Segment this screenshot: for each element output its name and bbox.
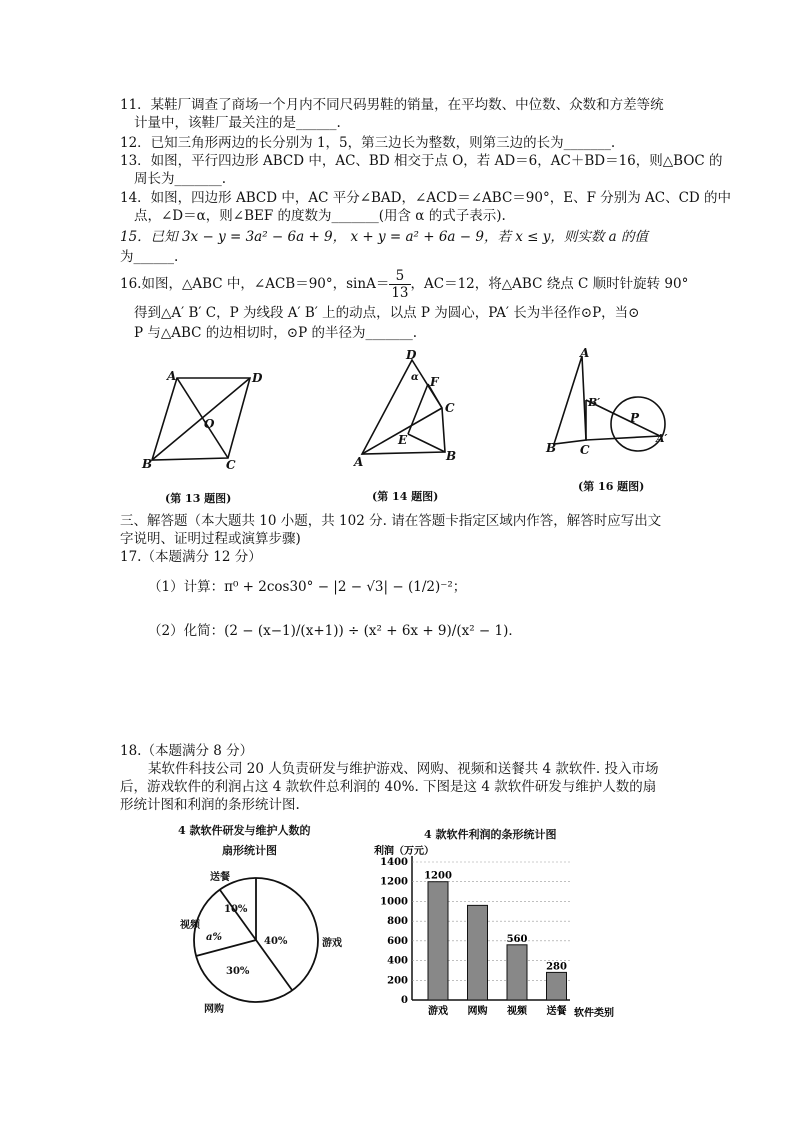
svg-text:B′: B′ <box>588 396 601 409</box>
bar-category-0: 游戏 <box>428 1006 448 1017</box>
svg-text:P: P <box>630 411 640 425</box>
pie-value-2: 40% <box>264 936 288 947</box>
section3-line2: 字说明、证明过程或演算步骤) <box>120 531 301 547</box>
q15-line2: 为______. <box>120 249 179 265</box>
svg-text:O: O <box>204 417 215 431</box>
q17-part2: （2）化简：(2 − (x−1)/(x+1)) ÷ (x² + 6x + 9)/(x² − 1)． <box>148 623 522 639</box>
bar-ytick-1: 200 <box>387 975 408 987</box>
svg-text:E: E <box>398 433 408 447</box>
bar-category-1: 网购 <box>467 1006 488 1017</box>
q13-line2: 周长为_______. <box>134 171 227 187</box>
figure-16-rotation-circle <box>540 348 670 468</box>
bar-category-3: 送餐 <box>546 1006 567 1017</box>
q12: 12．已知三角形两边的长分别为 1，5，第三边长为整数，则第三边的长为_______. <box>120 135 616 151</box>
pie-title-line1: 4 款软件研发与维护人数的 <box>178 824 311 837</box>
svg-text:C: C <box>226 458 236 472</box>
bar-ytick-7: 1400 <box>380 857 408 868</box>
bar-0 <box>428 882 448 1000</box>
q14-line1: 14．如图，四边形 ABCD 中，AC 平分∠BAD，∠ACD＝∠ABC＝90°，E、F 分别为 AC、CD 的中 <box>120 190 732 206</box>
svg-text:A: A <box>354 455 364 469</box>
bar-2 <box>507 945 527 1000</box>
section3-line1: 三、解答题（本大题共 10 小题，共 102 分. 请在答题卡指定区域内作答，解答时应写出文 <box>120 513 662 529</box>
svg-text:A: A <box>167 369 177 383</box>
q16-line2: 得到△A′ B′ C，P 为线段 A′ B′ 上的动点，以点 P 为圆心，PA′ 长为半径作⊙P，当⊙ <box>134 305 640 321</box>
bar-ytick-2: 400 <box>387 955 408 967</box>
q18-heading: 18.（本题满分 8 分） <box>120 743 254 759</box>
svg-text:C: C <box>445 401 455 415</box>
pie-value-0: 10% <box>224 904 248 915</box>
bar-1 <box>468 905 488 1000</box>
bar-ytick-6: 1200 <box>380 876 408 888</box>
bar-3 <box>547 972 567 1000</box>
bar-title: 4 款软件利润的条形统计图 <box>424 828 557 841</box>
svg-text:C: C <box>580 443 590 457</box>
q18-line2: 后，游戏软件的利润占这 4 款软件总利润的 40%. 下图是这 4 款软件研发与维护人数的扇 <box>120 779 657 795</box>
bar-xlabel: 软件类别 <box>574 1008 614 1019</box>
q18-line1: 某软件科技公司 20 人负责研发与维护游戏、网购、视频和送餐共 4 款软件. 投入市场 <box>148 761 659 777</box>
q16-line3: P 与△ABC 的边相切时，⊙P 的半径为_______. <box>134 325 418 341</box>
pie-label-2: 游戏 <box>322 938 342 949</box>
pie-title-line2: 扇形统计图 <box>222 844 277 857</box>
caption-13: (第 13 题图) <box>165 492 232 505</box>
svg-text:D: D <box>406 350 417 362</box>
pie-value-1: a% <box>206 932 222 943</box>
sinA-fraction: $\frac{5}{13}$ <box>391 268 409 301</box>
pie-value-3: 30% <box>226 966 250 977</box>
q13-line1: 13．如图，平行四边形 ABCD 中，AC、BD 相交于点 O，若 AD＝6，AC＋BD＝16，则△BOC 的 <box>120 153 723 169</box>
pie-chart <box>180 866 350 1016</box>
figure-14-quadrilateral <box>350 350 470 470</box>
bar-value-label-2: 560 <box>506 933 528 945</box>
q14-line2: 点，∠D＝α，则∠BEF 的度数为_______(用含 α 的式子表示). <box>134 208 506 224</box>
bar-ytick-5: 1000 <box>380 896 408 908</box>
svg-text:α: α <box>411 372 419 383</box>
svg-text:B: B <box>446 449 457 463</box>
svg-text:A: A <box>580 348 590 360</box>
caption-14: (第 14 题图) <box>372 490 439 503</box>
bar-value-label-0: 1200 <box>424 870 452 882</box>
pie-label-3: 网购 <box>204 1004 224 1015</box>
q11-line2: 计量中，该鞋厂最关注的是______. <box>134 115 341 131</box>
svg-text:A′: A′ <box>656 432 668 445</box>
bar-ylabel: 利润（万元） <box>374 846 434 857</box>
bar-chart <box>370 844 640 1024</box>
q17-heading: 17.（本题满分 12 分） <box>120 549 262 565</box>
svg-text:B: B <box>142 457 153 471</box>
q16-line1: 16.如图，△ABC 中，∠ACB＝90°，sinA＝ $\frac{5}{13}$ ，AC＝12，将△ABC 绕点 C 顺时针旋转 90° <box>120 268 689 301</box>
q11-line1: 11．某鞋厂调查了商场一个月内不同尺码男鞋的销量，在平均数、中位数、众数和方差等统 <box>120 97 664 113</box>
bar-ytick-4: 800 <box>387 916 408 928</box>
pie-label-0: 送餐 <box>210 872 230 883</box>
bar-category-2: 视频 <box>507 1006 527 1017</box>
svg-text:D: D <box>252 371 263 385</box>
caption-16: (第 16 题图) <box>578 480 645 493</box>
svg-text:F: F <box>430 375 439 389</box>
bar-ytick-3: 600 <box>387 935 408 947</box>
svg-text:B: B <box>546 441 557 455</box>
q17-part1: （1）计算：π⁰ + 2cos30° − |2 − √3| − (1/2)⁻²； <box>148 579 467 595</box>
pie-label-1: 视频 <box>180 920 200 931</box>
bar-value-label-3: 280 <box>546 961 567 973</box>
q15-line1: 15．已知 3x − y = 3a² − 6a + 9， x + y = a² + 6a − 9，若 x ≤ y，则实数 a 的值 <box>120 229 649 245</box>
figure-13-parallelogram <box>130 360 280 480</box>
q18-line3: 形统计图和利润的条形统计图. <box>120 797 300 813</box>
bar-ytick-0: 0 <box>401 995 408 1006</box>
